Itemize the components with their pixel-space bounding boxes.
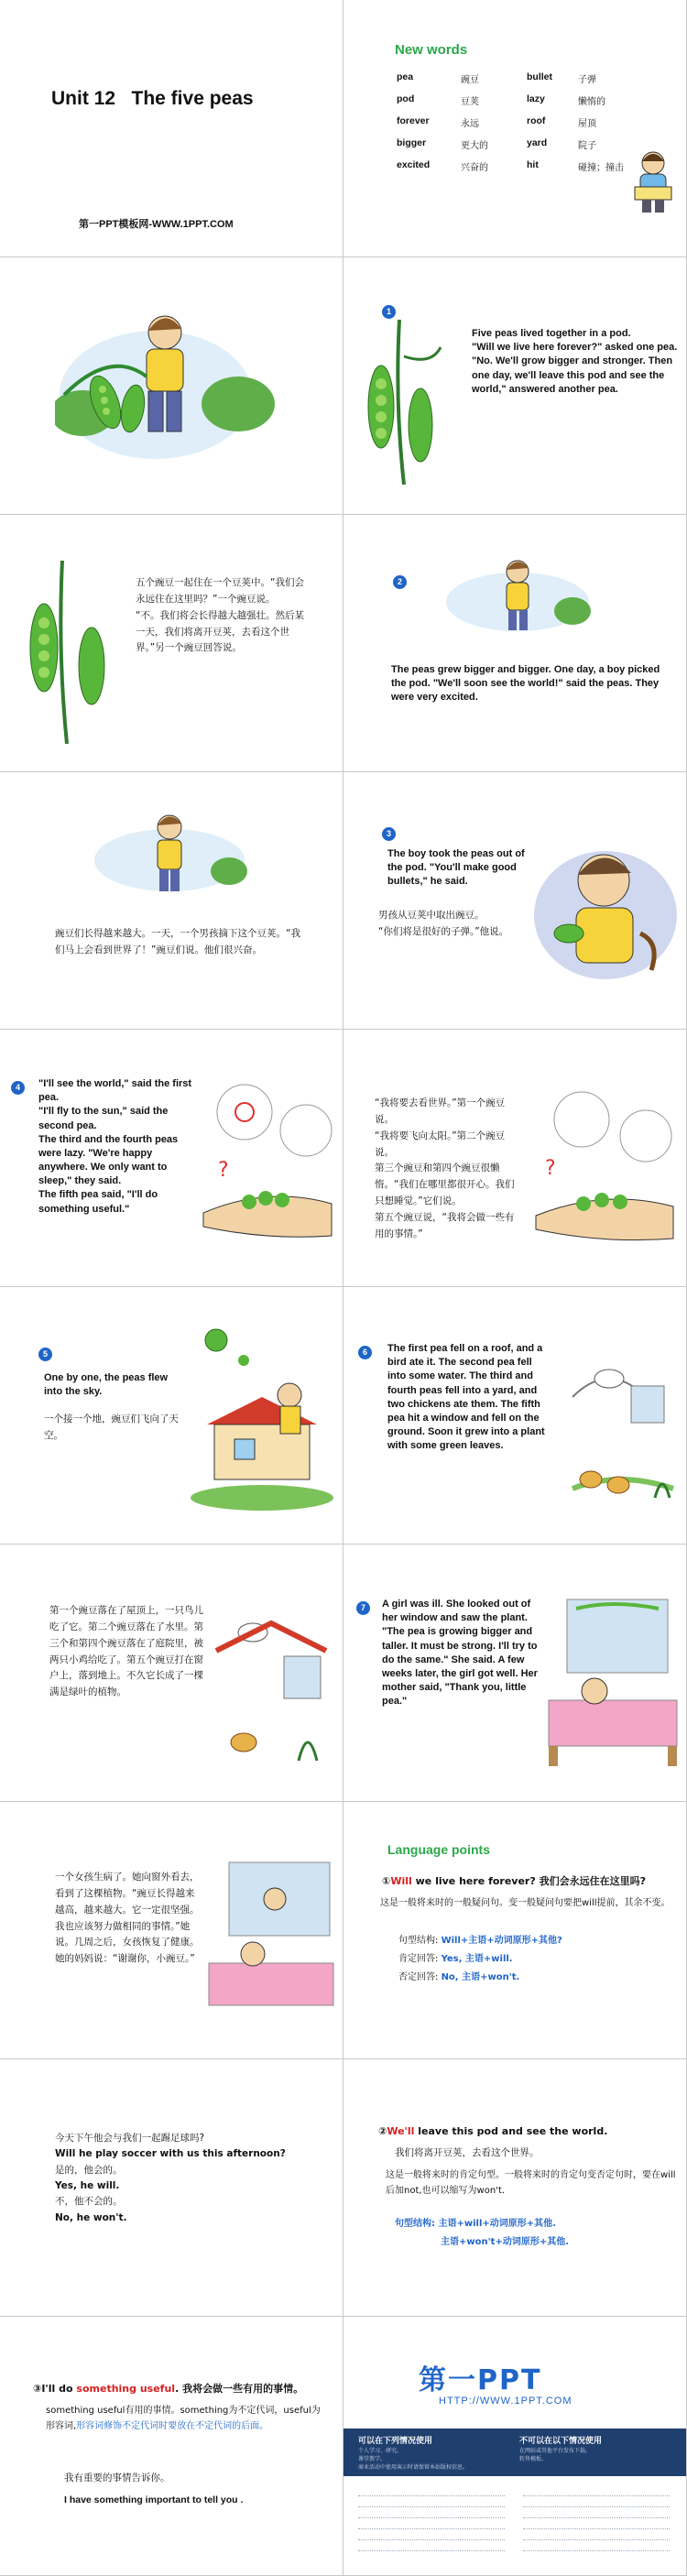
lp2-structure-value-1: 主语+will+动词原形+其他. — [438, 2219, 556, 2229]
vocab-meaning: 更大的 — [461, 141, 488, 151]
story-slide-7 — [344, 1545, 687, 1802]
language-points-slide-1 — [344, 1802, 687, 2059]
lp2-structure-value-2: 主语+won't+动词原形+其他. — [441, 2237, 570, 2247]
lp1-structure-label: 句型结构: — [398, 1936, 439, 1946]
paragraph-1-text: Five peas lived together in a pod. "Will we live here forever?" asked one pea. "No. We'll grow bigger and stronger. Then one day, we'll leave this pod and see the world," answered another pea. — [472, 328, 678, 395]
vocab-word: hit — [527, 159, 539, 170]
forbidden-item: 转售模板。 — [519, 2456, 548, 2462]
vocab-meaning: 院子 — [578, 141, 596, 151]
vocab-word: roof — [527, 115, 546, 126]
paragraph-2-text: The peas grew bigger and bigger. One day, a boy picked the pod. "We'll soon see the world!" said the peas. They were very excited. — [391, 664, 660, 704]
story-slide-3 — [344, 772, 687, 1030]
lp1-explanation: 这是一般将来时的一般疑问句。变一般疑问句要把will提前，其余不变。 — [380, 1898, 671, 1908]
lp3-explanation-highlight: 形容词修饰不定代词时要放在不定代词的后面。 — [76, 2421, 269, 2431]
allowed-list — [358, 2447, 468, 2472]
paragraph-6-text: The first pea fell on a roof, and a bird ate it. The second pea fell into some water. The third and fourth peas fell into a yard, and two chickens ate them. The fifth pea hit a window and fell on the ground. Soon it grew into a plant with some green leaves. — [387, 1343, 545, 1452]
vocab-word: excited — [397, 159, 431, 170]
lp1-rest: we live here forever? 我们会永远住在这里吗? — [411, 1875, 646, 1887]
vocab-word: forever — [397, 115, 430, 126]
lp1-sentence — [382, 1873, 675, 1888]
language-points-heading: Language points — [387, 1842, 490, 1857]
pea-pods-illustration — [7, 561, 126, 744]
question-cn: 今天下午他会与我们一起踢足球吗? — [55, 2133, 205, 2144]
example-qa-block — [55, 2131, 286, 2226]
allowed-title: 可以在下列情况使用 — [358, 2437, 433, 2446]
paragraph-4-text: "I'll see the world," said the first pea. "I'll fly to the sun," said the second pea. The third and the fourth peas were lazy. "We're happy anywhere. We only want to sleep," they said. The fifth pea said, "I'll do something useful." — [38, 1078, 192, 1215]
paragraph-number-badge: 4 — [11, 1081, 25, 1095]
boy-holding-peas-illustration — [532, 833, 679, 988]
story-slide-1 — [344, 257, 687, 515]
vocab-right-cn — [578, 71, 624, 181]
lp1-structure-value: Will+主语+动词原形+其他? — [441, 1936, 562, 1946]
paragraph-5-text: One by one, the peas flew into the sky. — [44, 1372, 169, 1398]
lp3-pre: I'll do — [41, 2383, 77, 2395]
vocab-meaning: 懒惰的 — [578, 97, 605, 107]
pea-pods-illustration — [349, 320, 450, 485]
vocab-word: pod — [397, 93, 415, 104]
paragraph-3-text: The boy took the peas out of the pod. "You'll make good bullets," he said. — [387, 848, 525, 888]
lp1-keyword: Will — [390, 1875, 412, 1887]
paragraph-3-cn-text: 男孩从豆荚中取出豌豆。 “你们将是很好的子弹。”他说。 — [378, 910, 509, 937]
lp2-rest: leave this pod and see the world. — [414, 2125, 608, 2137]
vocab-meaning: 永远 — [461, 119, 479, 129]
lp2-translation: 我们将离开豆荚，去看这个世界。 — [395, 2147, 540, 2158]
lp2-structure-row — [395, 2215, 569, 2233]
story-slide-5 — [0, 1287, 344, 1545]
lp1-negative-value: No, 主语+won't. — [441, 1972, 520, 1982]
site-credit: 第一PPT模板网-WWW.1PPT.COM — [79, 219, 234, 230]
paragraph-6-cn-text: 第一个豌豆落在了屋顶上，一只鸟儿吃了它。第二个豌豆落在了水里。第三个和第四个豌豆落在了庭院里，被两只小鸡给吃了。第五个豌豆打在窗户上，落到地上。不久它长成了一棵满是绿叶的植物。 — [49, 1605, 203, 1698]
peas-in-hand-illustration — [194, 1075, 341, 1250]
illustration-slide-1 — [0, 257, 344, 515]
story-slide-4-cn — [344, 1030, 687, 1287]
language-points-slide-3 — [0, 2317, 344, 2576]
story-slide-6 — [344, 1287, 687, 1545]
ad-info-bar — [344, 2429, 687, 2476]
paragraph-7-cn-text: 一个女孩生病了。她向窗外看去，看到了这棵植物。“豌豆长得越来越高，越来越大。它一定很坚强。我也应该努力做相同的事情。”她说。几周之后，女孩恢复了健康。她的妈妈说：“谢谢你，小豌豆。” — [55, 1872, 200, 1965]
link-list-left — [358, 2491, 505, 2557]
lp1-number: ① — [382, 1875, 391, 1887]
vocab-left-cn — [461, 71, 488, 181]
lp3-explanation — [46, 2403, 321, 2434]
lp2-structure-block — [395, 2215, 569, 2252]
example-qa-slide — [0, 2059, 344, 2317]
new-words-heading: New words — [395, 42, 468, 58]
no-en: No, he won't. — [55, 2211, 127, 2223]
peas-in-hand-illustration — [527, 1083, 682, 1248]
lp1-affirm-value: Yes, 主语+will. — [441, 1954, 513, 1964]
vocab-meaning: 碰撞；撞击 — [578, 163, 624, 173]
peas-flying-illustration — [189, 1315, 335, 1516]
paragraph-number-badge: 2 — [393, 575, 407, 589]
lp2-structure-label: 句型结构: — [395, 2219, 435, 2229]
vocab-word: pea — [397, 71, 414, 82]
lp3-example-en: I have something important to tell you . — [64, 2494, 244, 2505]
title-slide — [0, 0, 344, 257]
brand-logo: 第一PPT — [419, 2364, 542, 2396]
lp2-explanation: 这是一般将来时的肯定句型。一般将来时的肯定句变否定句时，要在will后加not,也可以缩写为won't. — [386, 2170, 676, 2196]
question-en: Will he play soccer with us this afternoon? — [55, 2148, 286, 2160]
vocab-word: yard — [527, 137, 548, 148]
brand-url: HTTP://WWW.1PPT.COM — [439, 2396, 572, 2407]
reading-boy-illustration — [627, 147, 679, 214]
story-slide-1-cn — [0, 515, 344, 772]
vocab-meaning: 兴奋的 — [461, 163, 488, 173]
story-slide-2 — [344, 515, 687, 772]
vocab-meaning: 子弹 — [578, 75, 596, 85]
lp3-sentence — [33, 2381, 303, 2396]
vocab-right-en — [527, 71, 552, 181]
paragraph-number-badge: 3 — [382, 827, 396, 841]
lp3-keyword: something useful — [76, 2383, 176, 2395]
story-slide-6-cn — [0, 1545, 344, 1802]
allowed-item: 商业活动中使用演示时请保留本站版权信息。 — [358, 2464, 469, 2471]
story-slide-2-cn — [0, 772, 344, 1030]
vocab-left-en — [397, 71, 430, 181]
allowed-item: 课堂教学。 — [358, 2456, 387, 2462]
lp2-keyword: We'll — [387, 2125, 415, 2137]
lp1-affirm-label: 肯定回答: — [398, 1954, 439, 1964]
svg-text:?: ? — [545, 1157, 556, 1180]
lp1-structure-row — [398, 1932, 562, 1950]
vocab-meaning: 屋顶 — [578, 119, 596, 129]
boy-with-pod-illustration — [444, 551, 591, 634]
forbidden-title: 不可以在以下情况使用 — [519, 2437, 603, 2446]
bird-and-chickens-illustration — [207, 1596, 335, 1779]
allowed-item: 个人学习、研究。 — [358, 2448, 403, 2454]
boy-picking-pods-illustration — [55, 294, 284, 477]
boy-with-pod-illustration — [92, 805, 247, 897]
paragraph-7-text: A girl was ill. She looked out of her window and saw the plant. "The pea is growing bigger and taller. It must be strong. I'll try to do the same." She said. A few weeks later, the girl got well. Her mother said, "Thank you, little pea." — [382, 1599, 538, 1708]
paragraph-2-cn-text: 豌豆们长得越来越大。一天，一个男孩摘下这个豆荚。“我们马上会看到世界了！”豌豆们说。他们很兴奋。 — [55, 928, 300, 955]
link-list-right — [523, 2491, 670, 2557]
no-cn: 不，他不会的。 — [55, 2196, 123, 2208]
vocab-word: bullet — [527, 71, 552, 82]
lp3-number: ③ — [33, 2383, 42, 2395]
paragraph-5-cn-text: 一个接一个地，豌豆们飞向了天空。 — [44, 1414, 179, 1441]
vocab-word: bigger — [397, 137, 427, 148]
girl-in-bed-illustration — [540, 1590, 682, 1774]
lp1-negative-row — [398, 1969, 562, 1987]
ad-slide — [344, 2317, 687, 2576]
lp1-structure-block — [398, 1932, 562, 1987]
paragraph-number-badge: 6 — [358, 1346, 372, 1359]
yes-en: Yes, he will. — [55, 2179, 120, 2191]
paragraph-4-cn-text: “我将要去看世界。”第一个豌豆说。 “我将要飞向太阳。”第二个豌豆说。 第三个豌豆和第四个豌豆很懒惰。“我们在哪里都很开心。我们只想睡觉。”它们说。 第五个豌豆说，“我将会做一些有用的事情。” — [375, 1097, 515, 1239]
story-slide-7-cn — [0, 1802, 344, 2059]
new-words-slide — [344, 0, 687, 257]
forbidden-item: 在网站或其他平台发布下载。 — [519, 2448, 592, 2454]
forbidden-list — [519, 2447, 591, 2463]
lp1-affirm-row — [398, 1950, 562, 1969]
paragraph-number-badge: 7 — [356, 1601, 370, 1615]
language-points-slide-2 — [344, 2059, 687, 2317]
lp3-post: . 我将会做一些有用的事情。 — [175, 2383, 304, 2395]
svg-text:?: ? — [218, 1159, 229, 1182]
yes-cn: 是的，他会的。 — [55, 2164, 123, 2176]
paragraph-number-badge: 5 — [38, 1348, 52, 1361]
vocab-meaning: 豆荚 — [461, 97, 479, 107]
lp2-sentence — [378, 2125, 607, 2137]
page-title: Unit 12 The five peas — [51, 88, 254, 109]
paragraph-number-badge: 1 — [382, 305, 396, 319]
lp1-negative-label: 否定回答: — [398, 1972, 439, 1982]
girl-in-bed-illustration — [202, 1853, 339, 2027]
vocab-meaning: 豌豆 — [461, 75, 479, 85]
lp3-explanation-text: something useful有用的事情。something为不定代词，useful为形容词, — [46, 2406, 321, 2431]
lp2-number: ② — [378, 2125, 387, 2137]
vocab-word: lazy — [527, 93, 545, 104]
paragraph-1-cn-text: 五个豌豆一起住在一个豆荚中。“我们会永远住在这里吗？”一个豌豆说。 “不。我们将会长得越大越强壮。然后某一天，我们将离开豆荚，去看这个世界。”另一个豌豆回答说。 — [136, 577, 304, 654]
lp3-example-cn: 我有重要的事情告诉你。 — [64, 2472, 170, 2483]
bird-and-chickens-illustration — [554, 1342, 682, 1525]
story-slide-4 — [0, 1030, 344, 1287]
